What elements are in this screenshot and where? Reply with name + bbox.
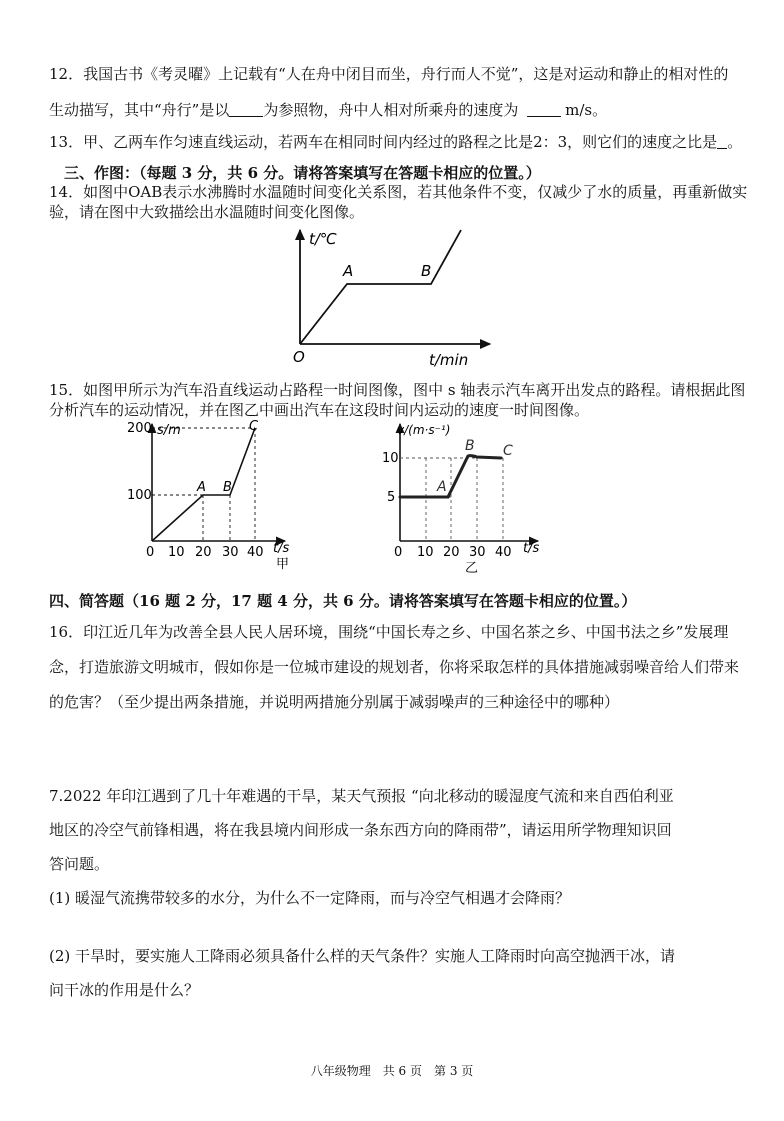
q13-line: [49, 132, 742, 152]
jia-x-tick-10: 10: [168, 545, 185, 560]
q12-text-a: 生动描写，其中“舟行”是以: [49, 101, 230, 119]
q17-sub1: (1) 暖湿气流携带较多的水分，为什么不一定降雨，而与冷空气相遇才会降雨？: [49, 889, 571, 907]
q17-line1: 7.2022 年印江遇到了几十年难遇的干旱，某天气预报 “向北移动的暖湿度气流和来自西伯利亚: [49, 787, 674, 805]
yi-x-tick-10: 10: [417, 545, 434, 560]
q17-sub2-line2: 问干冰的作用是什么？: [49, 981, 200, 999]
q14-line1: 14．如图中OAB表示水沸腾时水温随时间变化关系图，若其他条件不变，仅减少了水的质量，再重新做实: [49, 183, 748, 201]
q15-graph-yi[interactable]: [373, 418, 548, 576]
q17-sub2-line1: (2) 干旱时，要实施人工降雨必须具备什么样的天气条件？实施人工降雨时向高空抛洒干冰，请: [49, 947, 676, 965]
q16-line3: 的危害？（至少提出两条措施，并说明两措施分别属于减弱噪声的三种途径中的哪种）: [49, 693, 620, 711]
yi-point-c: C: [503, 443, 513, 459]
jia-x-tick-40: 40: [247, 545, 264, 560]
yi-drawn-curve: [400, 456, 501, 497]
jia-x-tick-30: 30: [222, 545, 239, 560]
jia-y-tick-200: 200: [127, 421, 152, 436]
q17-line3: 答问题。: [49, 855, 110, 873]
jia-x-tick-0: 0: [146, 545, 155, 560]
q12-text-b: 为参照物，舟中人相对所乘舟的速度为: [263, 101, 519, 119]
q14-line2: 验，请在图中大致描绘出水温随时间变化图像。: [49, 203, 365, 221]
jia-caption: 甲: [276, 557, 290, 572]
jia-y-tick-100: 100: [127, 488, 152, 503]
q12-blank-reference[interactable]: [229, 102, 263, 117]
yi-point-b: B: [465, 438, 475, 454]
q16-line2: 念，打造旅游文明城市，假如你是一位城市建设的规划者，你将采取怎样的具体措施减弱噪音给人们带来: [49, 658, 740, 676]
yi-y-label: v/(m·s⁻¹): [397, 423, 451, 437]
yi-x-tick-0: 0: [394, 545, 403, 560]
q14-temperature-graph[interactable]: [285, 222, 510, 372]
yi-x-label: t/s: [523, 541, 540, 556]
jia-y-label: s/m: [157, 423, 181, 438]
section-3-heading: 三、作图：（每题 3 分，共 6 分。请将答案填写在答题卡相应的位置。）: [64, 164, 541, 182]
yi-y-tick-10: 10: [382, 451, 399, 466]
section-4-heading: 四、简答题（16 题 2 分，17 题 4 分，共 6 分。请将答案填写在答题卡相应的位置。）: [49, 592, 637, 610]
q13-blank-ratio[interactable]: [717, 134, 727, 149]
q13-text-a: 13．甲、乙两车作匀速直线运动，若两车在相同时间内经过的路程之比是2：3，则它们的速度之比是: [49, 133, 718, 151]
jia-point-b: B: [223, 480, 232, 495]
q15-line2: 分析汽车的运动情况，并在图乙中画出汽车在这段时间内运动的速度一时间图像。: [49, 401, 590, 419]
yi-caption: 乙: [465, 561, 479, 576]
q14-y-label: t/℃: [309, 230, 337, 248]
jia-x-label: t/s: [273, 541, 290, 556]
q15-line1: 15．如图甲所示为汽车沿直线运动占路程一时间图像，图中 s 轴表示汽车离开出发点的路程。请根据此图: [49, 381, 746, 399]
yi-y-tick-5: 5: [387, 490, 396, 505]
yi-point-a: A: [437, 479, 447, 495]
q14-point-a-label: A: [343, 262, 354, 280]
jia-point-c: C: [249, 419, 259, 434]
page-footer: 八年级物理 共 6 页 第 3 页: [310, 1064, 474, 1078]
q16-line1: 16．印江近几年为改善全县人民人居环境，围绕“中国长寿之乡、中国名茶之乡、中国书法之乡”发展理: [49, 623, 729, 641]
yi-x-tick-30: 30: [469, 545, 486, 560]
q15-graph-jia: [125, 418, 295, 576]
yi-x-tick-40: 40: [495, 545, 512, 560]
jia-x-tick-20: 20: [195, 545, 212, 560]
q17-line2: 地区的冷空气前锋相遇，将在我县境内间形成一条东西方向的降雨带”，请运用所学物理知识回: [49, 821, 672, 839]
yi-x-tick-20: 20: [443, 545, 460, 560]
q14-origin-label: O: [293, 348, 305, 366]
q14-point-b-label: B: [421, 262, 432, 280]
q12-line1: 12．我国古书《考灵曜》上记载有“人在舟中闭目而坐，舟行而人不觉”，这是对运动和静止的相对性的: [49, 65, 729, 83]
q12-blank-speed[interactable]: [527, 102, 561, 117]
q12-text-c: m/s。: [565, 101, 608, 119]
yi-guide-lines: [400, 458, 503, 541]
jia-point-a: A: [197, 480, 206, 495]
q13-text-b: 。: [727, 133, 743, 151]
q12-line2: [49, 100, 607, 120]
q14-x-label: t/min: [429, 351, 469, 369]
